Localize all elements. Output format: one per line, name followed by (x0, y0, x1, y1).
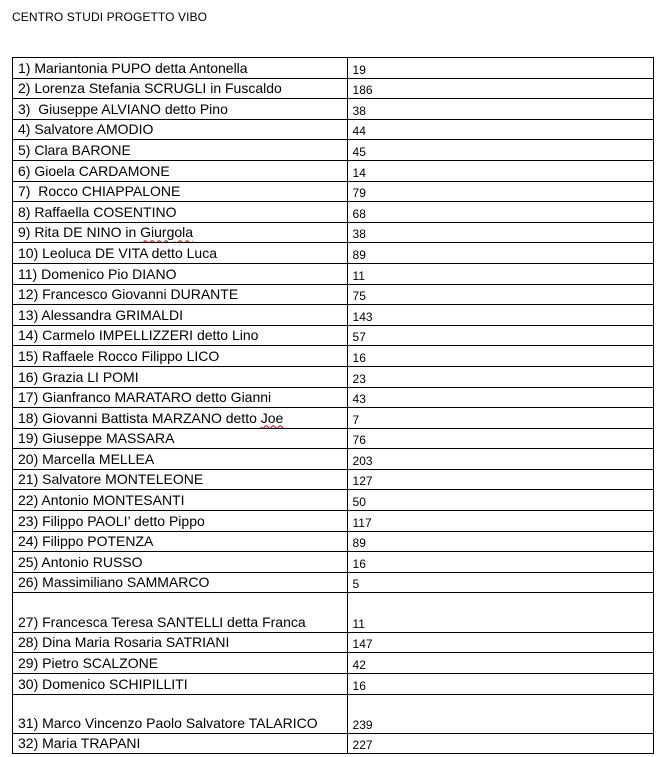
candidate-name-cell (13, 511, 348, 532)
table-row (13, 140, 654, 161)
candidate-votes: 89 (352, 536, 366, 551)
candidate-name: 32) Maria TRAPANI (18, 735, 141, 752)
table-row (13, 222, 654, 243)
candidate-name-cell (13, 222, 348, 243)
candidate-name: 6) Gioela CARDAMONE (18, 162, 170, 179)
candidate-votes-cell (347, 181, 653, 202)
candidate-votes-cell (347, 387, 653, 408)
table-row (13, 305, 654, 326)
table-body (13, 58, 654, 754)
candidate-name: 9) Rita DE NINO in (18, 224, 141, 241)
candidate-name-cell (13, 490, 348, 511)
document-heading: CENTRO STUDI PROGETTO VIBO (12, 10, 208, 24)
candidate-name: 20) Marcella MELLEA (18, 450, 155, 467)
candidate-votes: 11 (352, 268, 365, 283)
table-row (13, 181, 654, 202)
table-row (13, 449, 654, 470)
table-row (13, 78, 654, 99)
table-row (13, 160, 654, 181)
candidate-votes-cell (347, 366, 653, 387)
candidate-votes: 44 (352, 124, 366, 139)
table-row (13, 632, 654, 653)
table-row (13, 119, 654, 140)
candidate-votes-cell (347, 140, 653, 161)
candidate-name: 14) Carmelo IMPELLIZZERI detto Lino (18, 327, 259, 344)
candidate-name: 2) Lorenza Stefania SCRUGLI in Fuscaldo (18, 80, 282, 97)
candidate-name-cell (13, 469, 348, 490)
candidate-name: 27) Francesca Teresa SANTELLI detta Franca (18, 613, 306, 630)
candidate-votes-cell (347, 58, 653, 79)
candidate-votes-cell (347, 531, 653, 552)
candidate-name-cell (13, 449, 348, 470)
table-row (13, 202, 654, 223)
candidate-name: 16) Grazia LI POMI (18, 368, 139, 385)
candidate-votes: 127 (352, 474, 373, 489)
table-row (13, 99, 654, 120)
table-row (13, 284, 654, 305)
candidate-votes: 38 (352, 103, 366, 118)
candidate-name: 4) Salvatore AMODIO (18, 121, 154, 138)
candidate-name-cell (13, 160, 348, 181)
candidate-name-cell (13, 181, 348, 202)
candidate-name: 13) Alessandra GRIMALDI (18, 306, 183, 323)
candidate-votes: 227 (352, 738, 373, 753)
table-row (13, 346, 654, 367)
candidate-votes-cell (347, 490, 653, 511)
table-row (13, 469, 654, 490)
candidate-votes: 203 (352, 453, 373, 468)
candidate-name-cell (13, 694, 348, 733)
candidate-name-cell (13, 673, 348, 694)
table-row (13, 572, 654, 593)
candidate-name-cell (13, 119, 348, 140)
candidate-votes: 68 (352, 206, 366, 221)
candidate-name: 29) Pietro SCALZONE (18, 654, 159, 671)
candidate-name: 8) Raffaella COSENTINO (18, 203, 177, 220)
candidate-name-cell (13, 58, 348, 79)
candidate-votes: 11 (352, 616, 365, 631)
candidate-votes-cell (347, 160, 653, 181)
candidate-name: 7) Rocco CHIAPPALONE (18, 183, 181, 200)
candidate-votes: 143 (352, 309, 373, 324)
candidate-votes: 89 (352, 247, 366, 262)
candidate-votes-cell (347, 593, 653, 632)
table-row (13, 653, 654, 674)
table-row (13, 408, 654, 429)
candidate-votes: 7 (352, 412, 360, 427)
candidate-votes: 42 (352, 657, 366, 672)
candidate-name-cell (13, 408, 348, 429)
table-row (13, 673, 654, 694)
candidate-votes: 79 (352, 186, 366, 201)
table-row (13, 58, 654, 79)
candidate-name: 25) Antonio RUSSO (18, 553, 143, 570)
candidate-name-flagged-word: Giurgola (140, 224, 194, 241)
table-row (13, 531, 654, 552)
candidate-name-cell (13, 325, 348, 346)
candidate-votes-cell (347, 222, 653, 243)
table-row (13, 366, 654, 387)
candidate-votes-cell (347, 78, 653, 99)
candidate-votes-cell (347, 469, 653, 490)
candidate-votes: 14 (352, 165, 366, 180)
candidate-name-cell (13, 99, 348, 120)
candidate-name-cell (13, 593, 348, 632)
candidate-name-cell (13, 632, 348, 653)
table-row (13, 694, 654, 733)
candidate-name-cell (13, 653, 348, 674)
candidate-votes: 186 (352, 83, 373, 98)
candidate-votes-cell (347, 263, 653, 284)
candidate-votes-cell (347, 119, 653, 140)
candidate-votes: 19 (352, 62, 366, 77)
candidate-name-cell (13, 202, 348, 223)
candidate-name-cell (13, 366, 348, 387)
table-row (13, 552, 654, 573)
candidate-votes: 16 (352, 678, 366, 693)
candidates-table (12, 57, 654, 754)
candidate-name: 26) Massimiliano SAMMARCO (18, 574, 210, 591)
candidate-name: 5) Clara BARONE (18, 141, 131, 158)
table-row (13, 387, 654, 408)
candidate-name: 19) Giuseppe MASSARA (18, 430, 175, 447)
candidate-name: 24) Filippo POTENZA (18, 533, 154, 550)
candidate-votes: 50 (352, 495, 366, 510)
candidate-name: 30) Domenico SCHIPILLITI (18, 675, 188, 692)
candidate-name: 10) Leoluca DE VITA detto Luca (18, 244, 217, 261)
candidate-name: 17) Gianfranco MARATARO detto Gianni (18, 389, 272, 406)
table-row (13, 733, 654, 754)
candidate-name-cell (13, 733, 348, 754)
table-row (13, 593, 654, 632)
candidate-name: 1) Mariantonia PUPO detta Antonella (18, 59, 248, 76)
candidate-votes: 117 (352, 515, 372, 530)
candidate-votes-cell (347, 325, 653, 346)
candidate-name-cell (13, 552, 348, 573)
candidate-name: 18) Giovanni Battista MARZANO detto (18, 409, 261, 426)
candidate-name: 23) Filippo PAOLI’ detto Pippo (18, 512, 205, 529)
candidate-votes: 5 (352, 577, 360, 592)
candidate-votes-cell (347, 305, 653, 326)
candidate-name-cell (13, 305, 348, 326)
candidate-name: 28) Dina Maria Rosaria SATRIANI (18, 634, 230, 651)
candidate-votes: 147 (352, 637, 373, 652)
candidate-name-cell (13, 531, 348, 552)
candidate-name-cell (13, 284, 348, 305)
candidate-name-cell (13, 428, 348, 449)
candidate-name: 11) Domenico Pio DIANO (18, 265, 177, 282)
candidate-votes: 43 (352, 392, 366, 407)
candidate-name-cell (13, 387, 348, 408)
candidate-votes: 57 (352, 330, 366, 345)
candidate-votes-cell (347, 632, 653, 653)
candidate-votes-cell (347, 284, 653, 305)
candidate-votes-cell (347, 511, 653, 532)
candidate-votes-cell (347, 99, 653, 120)
table-row (13, 511, 654, 532)
candidate-votes: 16 (352, 556, 366, 571)
table-row (13, 490, 654, 511)
candidate-name: 31) Marco Vincenzo Paolo Salvatore TALARICO (18, 714, 318, 731)
candidate-name-cell (13, 140, 348, 161)
candidate-name-flagged-word: Joe (260, 409, 284, 426)
candidate-votes: 23 (352, 371, 366, 386)
table-row (13, 263, 654, 284)
candidate-votes-cell (347, 449, 653, 470)
candidate-votes: 239 (352, 717, 373, 732)
candidate-votes: 76 (352, 433, 366, 448)
candidate-votes: 45 (352, 144, 366, 159)
candidate-name: 22) Antonio MONTESANTI (18, 492, 185, 509)
candidate-votes-cell (347, 552, 653, 573)
candidate-name: 21) Salvatore MONTELEONE (18, 471, 204, 488)
candidate-votes-cell (347, 694, 653, 733)
table-row (13, 325, 654, 346)
table-row (13, 243, 654, 264)
candidate-name-cell (13, 78, 348, 99)
candidate-votes-cell (347, 428, 653, 449)
candidate-name-cell (13, 263, 348, 284)
candidate-votes-cell (347, 572, 653, 593)
candidate-name: 15) Raffaele Rocco Filippo LICO (18, 347, 220, 364)
candidate-name: 12) Francesco Giovanni DURANTE (18, 286, 239, 303)
candidate-votes-cell (347, 653, 653, 674)
table-row (13, 428, 654, 449)
candidate-votes-cell (347, 346, 653, 367)
candidate-votes-cell (347, 408, 653, 429)
candidate-votes-cell (347, 243, 653, 264)
candidate-votes: 75 (352, 289, 366, 304)
candidate-votes-cell (347, 202, 653, 223)
candidate-votes: 16 (352, 350, 366, 365)
candidate-name-cell (13, 572, 348, 593)
candidate-votes: 38 (352, 227, 366, 242)
candidate-name: 3) Giuseppe ALVIANO detto Pino (18, 100, 228, 117)
candidate-name-cell (13, 243, 348, 264)
candidate-votes-cell (347, 733, 653, 754)
candidate-name-cell (13, 346, 348, 367)
candidate-votes-cell (347, 673, 653, 694)
